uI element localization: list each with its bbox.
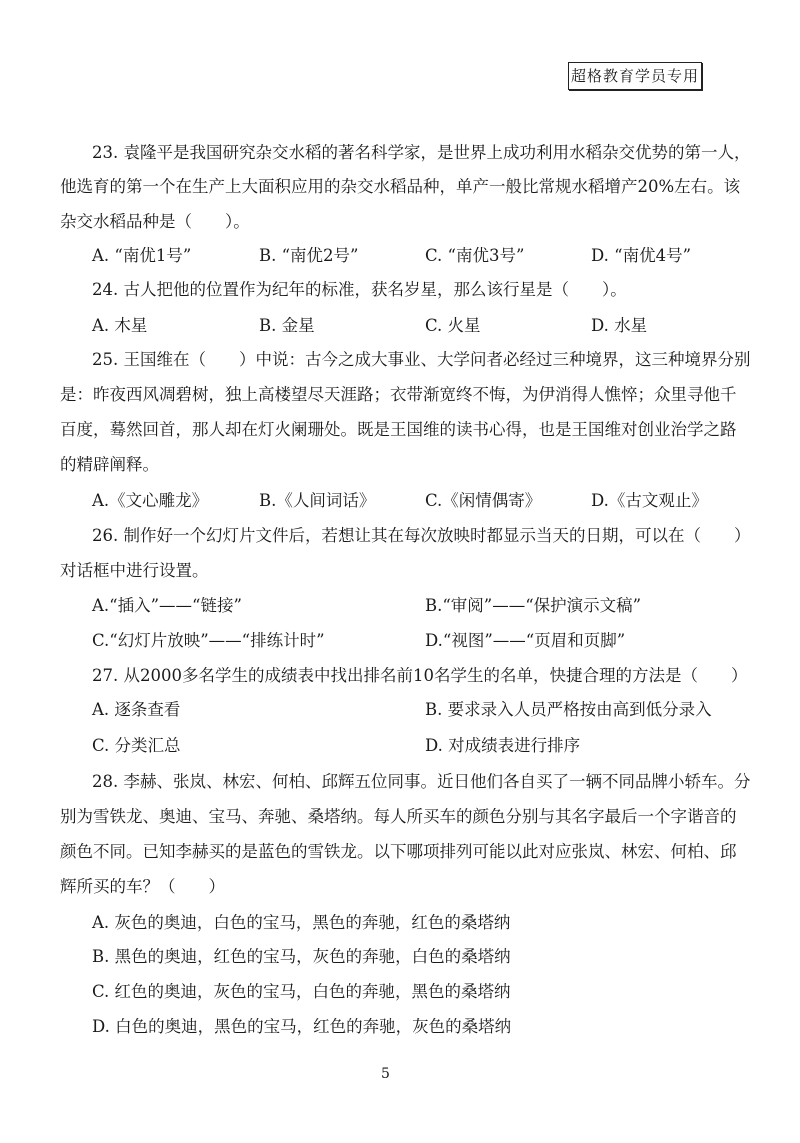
question-27-line-1: 27. 从2000多名学生的成绩表中找出排名前10名学生的名单，快捷合理的方法是（ ） <box>92 666 748 685</box>
question-25-line-3: 百度，蓦然回首，那人却在灯火阑珊处。既是王国维的读书心得，也是王国维对创业治学之路 <box>60 420 737 439</box>
question-23-line-3: 杂交水稻品种是（ ）。 <box>60 212 250 231</box>
question-26-line-1: 26. 制作好一个幻灯片文件后，若想让其在每次放映时都显示当天的日期，可以在（ ） <box>92 526 751 545</box>
question-25-option-b: B.《人间词话》 <box>259 491 376 510</box>
question-25-line-4: 的精辟阐释。 <box>60 455 159 474</box>
question-23-option-a: A. “南优1号” <box>92 246 192 265</box>
question-27-option-b: B. 要求录入人员严格按由高到低分录入 <box>425 700 712 719</box>
question-27-option-d: D. 对成绩表进行排序 <box>425 736 581 755</box>
question-25-line-2: 是：昨夜西风凋碧树，独上高楼望尽天涯路；衣带渐宽终不悔，为伊消得人憔悴；众里寻他千 <box>60 385 737 404</box>
question-24-option-b: B. 金星 <box>259 316 315 335</box>
question-26-option-d: D.“视图”——“页眉和页脚” <box>425 631 626 650</box>
question-25-option-d: D.《古文观止》 <box>591 491 708 510</box>
question-23-line-1: 23. 袁隆平是我国研究杂交水稻的著名科学家，是世界上成功利用水稻杂交优势的第一人， <box>92 143 751 162</box>
question-24-option-c: C. 火星 <box>425 316 481 335</box>
question-28-line-4: 辉所买的车？（ ） <box>60 877 225 896</box>
question-27-option-a: A. 逐条查看 <box>92 700 181 719</box>
question-28-option-a: A. 灰色的奥迪，白色的宝马，黑色的奔驰，红色的桑塔纳 <box>92 913 511 932</box>
question-28-line-2: 别为雪铁龙、奥迪、宝马、奔驰、桑塔纳。每人所买车的颜色分别与其名字最后一个字谐音的 <box>60 807 737 826</box>
question-26-option-a: A.“插入”——“链接” <box>92 596 242 615</box>
question-23-option-c: C. “南优3号” <box>425 246 525 265</box>
question-24-option-d: D. 水星 <box>591 316 648 335</box>
question-23-option-d: D. “南优4号” <box>591 246 691 265</box>
question-28-option-b: B. 黑色的奥迪，红色的宝马，灰色的奔驰，白色的桑塔纳 <box>92 947 511 966</box>
question-27-option-c: C. 分类汇总 <box>92 736 181 755</box>
question-24-option-a: A. 木星 <box>92 316 148 335</box>
question-28-line-3: 颜色不同。已知李赫买的是蓝色的雪铁龙。以下哪项排列可能以此对应张岚、林宏、何柏、邱 <box>60 842 737 861</box>
question-26-option-c: C.“幻灯片放映”——“排练计时” <box>92 631 325 650</box>
question-25-line-1: 25. 王国维在（ ）中说：古今之成大事业、大学问者必经过三种境界，这三种境界分别 <box>92 350 751 369</box>
question-24-line-1: 24. 古人把他的位置作为纪年的标准，获名岁星，那么该行星是（ ）。 <box>92 280 627 299</box>
question-28-line-1: 28. 李赫、张岚、林宏、何柏、邱辉五位同事。近日他们各自买了一辆不同品牌小轿车。分 <box>92 772 751 791</box>
question-26-line-2: 对话框中进行设置。 <box>60 561 209 580</box>
header-badge: 超格教育学员专用 <box>568 62 702 90</box>
question-28-option-c: C. 红色的奥迪，灰色的宝马，白色的奔驰，黑色的桑塔纳 <box>92 982 511 1001</box>
question-25-option-a: A.《文心雕龙》 <box>92 491 209 510</box>
question-23-line-2: 他选育的第一个在生产上大面积应用的杂交水稻品种，单产一般比常规水稻增产20%左右。该 <box>60 177 741 196</box>
question-25-option-c: C.《闲情偶寄》 <box>425 491 542 510</box>
question-28-option-d: D. 白色的奥迪，黑色的宝马，红色的奔驰，灰色的桑塔纳 <box>92 1017 512 1036</box>
question-26-option-b: B.“审阅”——“保护演示文稿” <box>425 596 642 615</box>
question-23-option-b: B. “南优2号” <box>259 246 359 265</box>
page-number: 5 <box>381 1066 390 1082</box>
